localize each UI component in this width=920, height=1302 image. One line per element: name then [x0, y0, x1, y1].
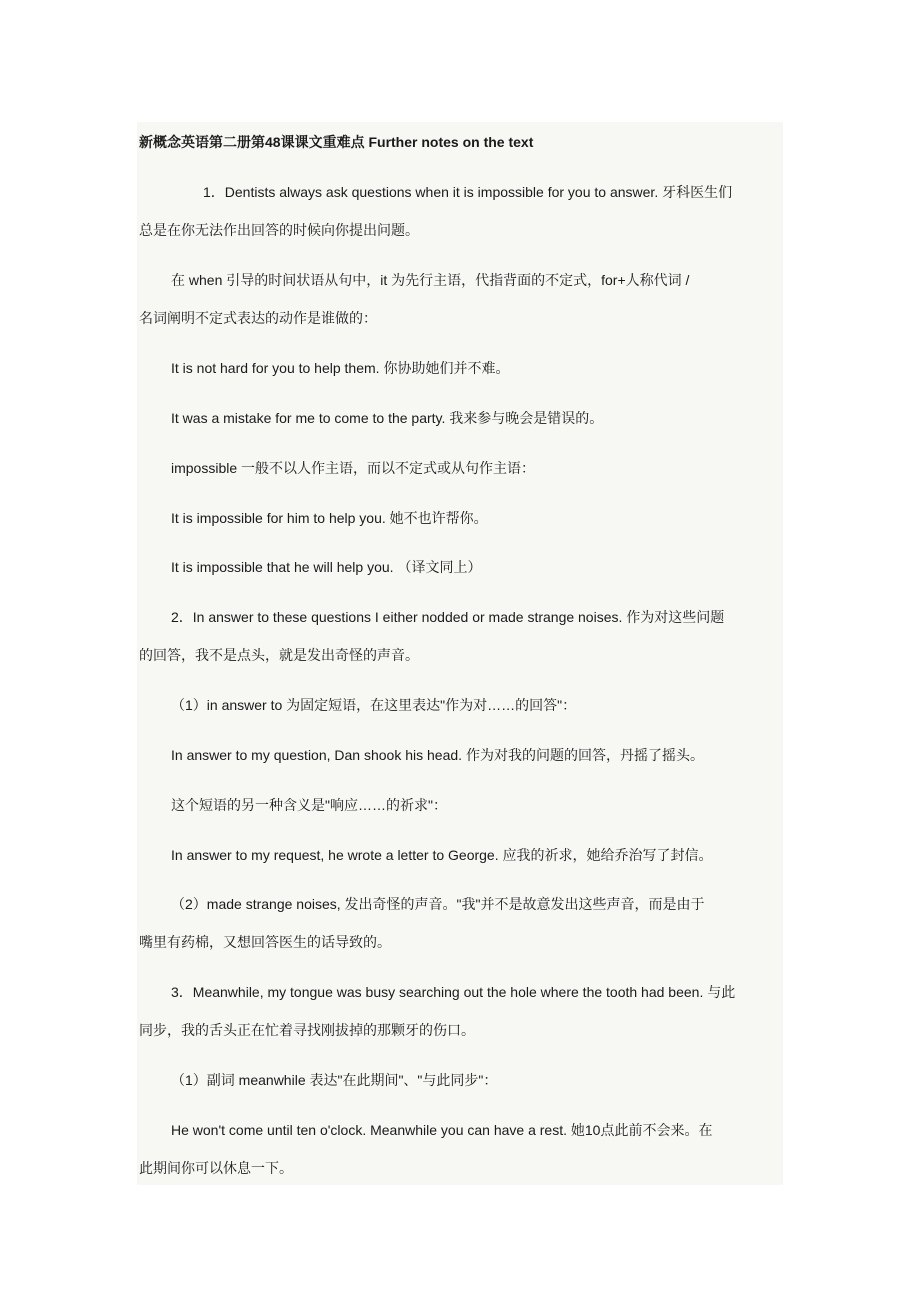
paragraph-line: （2）made strange noises, 发出奇怪的声音。"我"并不是故意发出这些声音，而是由于: [171, 896, 705, 912]
example-line: It is impossible for him to help you. 她不也许帮你。: [171, 510, 488, 526]
paragraph-line: 嘴里有药棉，又想回答医生的话导致的。: [139, 934, 391, 950]
paragraph-line: 2．In answer to these questions I either nodded or made strange noises. 作为对这些问题: [171, 609, 725, 625]
paragraph-line: impossible 一般不以人作主语，而以不定式或从句作主语：: [171, 460, 536, 476]
paragraph-line: 名词阐明不定式表达的动作是谁做的：: [139, 310, 377, 326]
example-line: In answer to my question, Dan shook his head. 作为对我的问题的回答，丹摇了摇头。: [171, 747, 704, 763]
paragraph-line: 这个短语的另一种含义是"响应……的祈求"：: [171, 797, 447, 813]
example-line: It is not hard for you to help them. 你协助她们并不难。: [171, 360, 510, 376]
paragraph-line: 此期间你可以休息一下。: [139, 1160, 293, 1176]
paragraph-line: （1）副词 meanwhile 表达"在此期间"、"与此同步"：: [171, 1072, 498, 1088]
paragraph-line: 的回答，我不是点头，就是发出奇怪的声音。: [139, 647, 419, 663]
example-line: He won't come until ten o'clock. Meanwhile you can have a rest. 她10点此前不会来。在: [171, 1122, 713, 1138]
paragraph-line: 1．Dentists always ask questions when it is impossible for you to answer. 牙科医生们: [203, 184, 733, 200]
paragraph-line: 在 when 引导的时间状语从句中，it 为先行主语，代指背面的不定式，for+人称代词 /: [171, 272, 690, 288]
paragraph-line: （1）in answer to 为固定短语，在这里表达"作为对……的回答"：: [171, 697, 577, 713]
paragraph-line: 总是在你无法作出回答的时候向你提出问题。: [139, 222, 419, 238]
example-line: It was a mistake for me to come to the party. 我来参与晚会是错误的。: [171, 410, 604, 426]
example-line: In answer to my request, he wrote a letter to George. 应我的祈求，她给乔治写了封信。: [171, 847, 713, 863]
document-title: 新概念英语第二册第48课课文重难点 Further notes on the text: [139, 134, 534, 150]
paragraph-line: 3．Meanwhile, my tongue was busy searching out the hole where the tooth had been. 与此: [171, 984, 736, 1000]
example-line: It is impossible that he will help you. （译文同上）: [171, 559, 482, 575]
paragraph-line: 同步，我的舌头正在忙着寻找刚拔掉的那颗牙的伤口。: [139, 1022, 475, 1038]
